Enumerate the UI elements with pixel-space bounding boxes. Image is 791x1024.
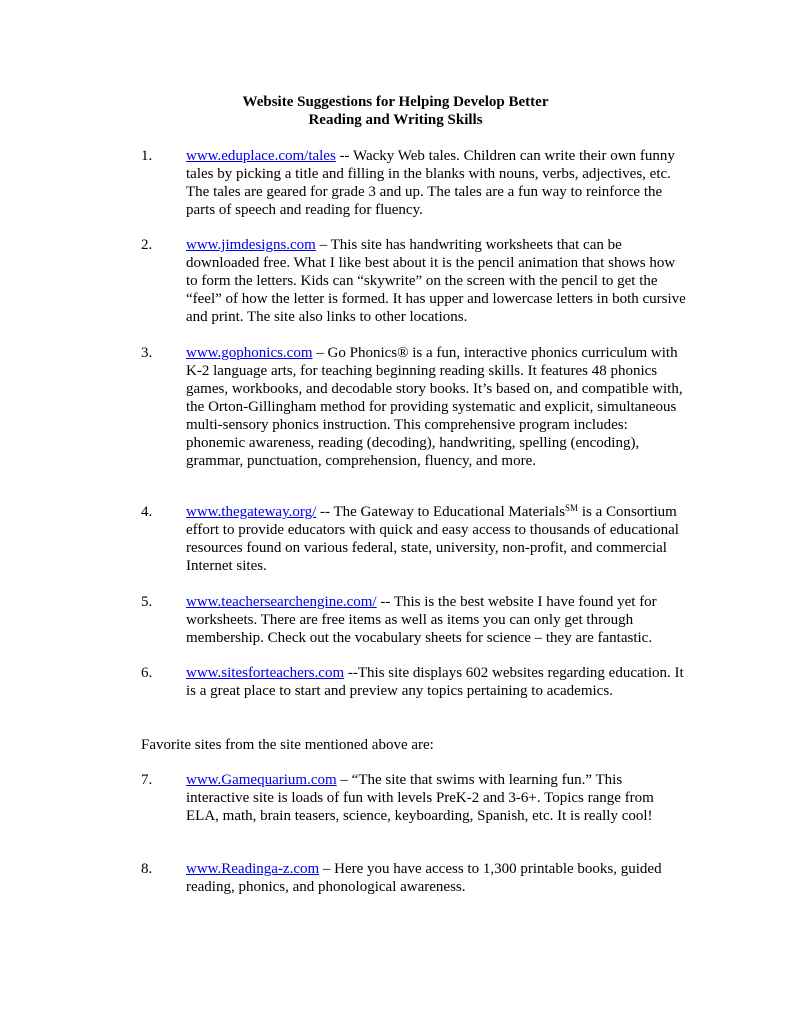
readinga-z-link[interactable]: www.Readinga-z.com — [186, 861, 320, 877]
item-description: – Here you have access to 1,300 printable books, guided reading, phonics, and phonological awareness. — [186, 861, 662, 895]
item-description: -- Wacky Web tales. Children can write their own funny tales by picking a title and filling in the blanks with nouns, verbs, adjectives, etc. The tales are geared for grade 3 and up. The tales are a fun way to reinforce the parts of speech and reading for fluency. — [186, 148, 675, 218]
item-description-lead: -- The Gateway to Educational Materials — [316, 504, 566, 520]
item-number: 6. — [141, 665, 153, 681]
item-body — [186, 236, 686, 326]
item-description: is a Consortium effort to provide educators with quick and easy access to thousands of educational resources found on various federal, state, university, non-profit, and commercial Internet sites. — [186, 504, 679, 574]
item-description: --This site displays 602 websites regarding education. It is a great place to start and preview any topics pertaining to academics. — [186, 665, 684, 699]
eduplace-link[interactable]: www.eduplace.com/tales — [186, 148, 336, 164]
gamequarium-link[interactable]: www.Gamequarium.com — [186, 772, 337, 788]
item-body — [186, 860, 686, 896]
item-body — [186, 771, 686, 825]
item-body — [186, 664, 686, 700]
item-number: 7. — [141, 772, 153, 788]
item-number: 5. — [141, 594, 153, 610]
item-body — [186, 147, 686, 219]
item-description: – This site has handwriting worksheets that can be downloaded free. What I like best about it is the pencil animation that shows how to form the letters. Kids can “skywrite” on the screen with the pencil to get the “feel” of how the letter is formed. It has upper and lowercase letters in both cursive and print. The site also links to other locations. — [186, 237, 686, 325]
gophonics-link[interactable]: www.gophonics.com — [186, 345, 313, 361]
jimdesigns-link[interactable]: www.jimdesigns.com — [186, 237, 316, 253]
thegateway-link[interactable]: www.thegateway.org/ — [186, 504, 317, 520]
list-item — [141, 344, 701, 470]
item-description: -- This is the best website I have found yet for worksheets. There are free items as well as items you can only get through membership. Check out the vocabulary sheets for science – they are fantastic. — [186, 594, 657, 646]
teachersearchengine-link[interactable]: www.teachersearchengine.com/ — [186, 594, 377, 610]
item-body — [186, 344, 686, 470]
title-line-1: Website Suggestions for Helping Develop Better — [242, 94, 549, 110]
item-number: 4. — [141, 504, 153, 520]
list-item — [141, 771, 701, 825]
item-body — [186, 503, 686, 575]
item-body — [186, 593, 686, 647]
list-item — [141, 503, 701, 575]
list-item — [141, 147, 701, 219]
list-item — [141, 664, 701, 700]
item-number: 1. — [141, 148, 153, 164]
favorites-intro: Favorite sites from the site mentioned above are: — [141, 737, 434, 753]
service-mark: SM — [565, 503, 579, 513]
title-line-2: Reading and Writing Skills — [308, 112, 483, 128]
item-description: – Go Phonics® is a fun, interactive phonics curriculum with K-2 language arts, for teaching beginning reading skills. It features 48 phonics games, workbooks, and decodable story books. It’s based on, and compatible with, the Orton-Gillingham method for providing systematic and explicit, simultaneous multi-sensory phonics instruction. This comprehensive program includes: phonemic awareness, reading (decoding), handwriting, spelling (encoding), grammar, punctuation, comprehension, fluency, and more. — [186, 345, 683, 469]
list-item — [141, 593, 701, 647]
list-item — [141, 236, 701, 326]
item-description: – “The site that swims with learning fun.” This interactive site is loads of fun with levels PreK-2 and 3-6+. Topics range from ELA, math, brain teasers, science, keyboarding, Spanish, etc. It is really cool! — [186, 772, 654, 824]
item-number: 2. — [141, 237, 153, 253]
list-item — [141, 860, 701, 896]
item-number: 3. — [141, 345, 153, 361]
document-title — [0, 93, 791, 129]
sitesforteachers-link[interactable]: www.sitesforteachers.com — [186, 665, 345, 681]
item-number: 8. — [141, 861, 153, 877]
